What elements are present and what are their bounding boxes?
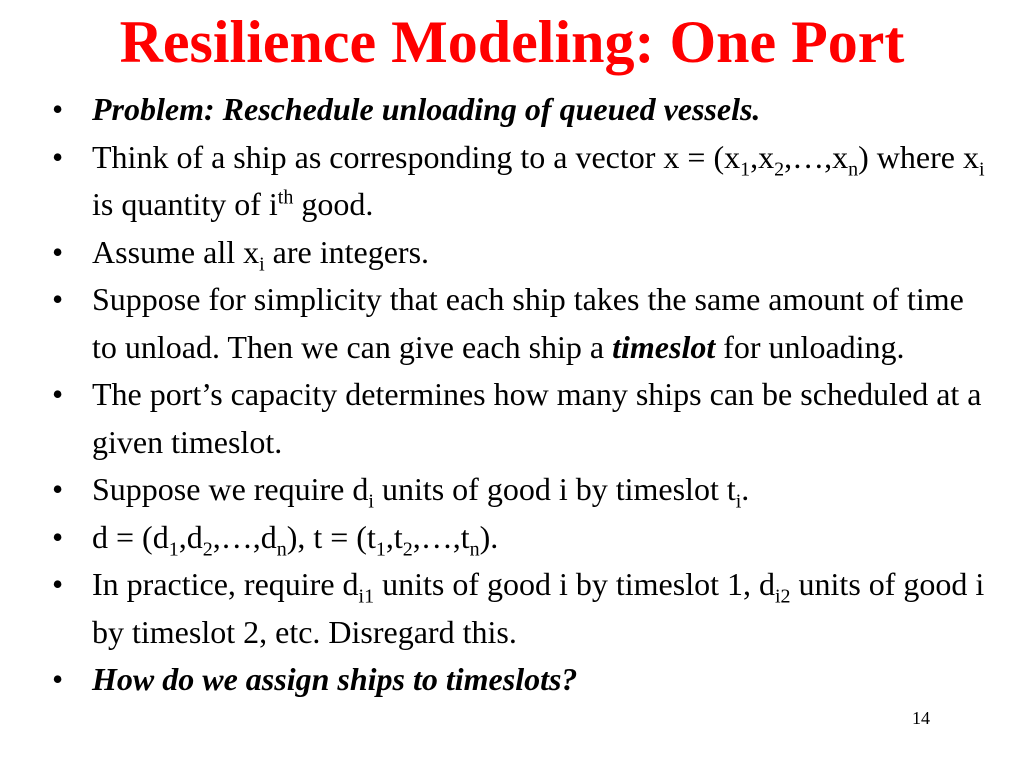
bullet-text-segment: i — [259, 252, 265, 275]
bullet-text-segment: i1 — [358, 585, 375, 608]
bullet-marker: • — [52, 471, 64, 507]
bullet-item — [52, 86, 992, 134]
bullet-text-segment: ,t — [385, 518, 403, 555]
bullet-text-segment: for unloading. — [715, 328, 905, 365]
bullet-text-segment: th — [277, 186, 294, 209]
bullet-text-segment: ), t = (t — [286, 518, 376, 555]
bullet-marker: • — [52, 566, 64, 602]
bullet-marker: • — [52, 233, 64, 270]
bullet-item — [52, 514, 992, 562]
bullet-item — [52, 134, 992, 229]
bullet-text-segment: ) where x — [858, 138, 979, 175]
bullet-text-segment: ,…,d — [212, 518, 277, 555]
bullet-text-segment: i — [978, 157, 985, 180]
bullet-list — [52, 86, 992, 704]
bullet-text-segment: Problem: Reschedule unloading of queued vessels. — [92, 91, 761, 127]
bullet-item — [52, 229, 992, 277]
bullet-text-segment: units of good i by timeslot 2, etc. Disregard this. — [92, 566, 985, 650]
bullet-text-segment: i2 — [774, 585, 791, 608]
bullet-text-segment: 2 — [402, 537, 413, 560]
bullet-marker: • — [52, 661, 64, 697]
slide-number: 14 — [912, 708, 930, 728]
bullet-marker: • — [52, 91, 64, 127]
bullet-text-segment: Assume all x — [92, 233, 260, 270]
bullet-text-segment: ,…,x — [784, 138, 849, 175]
bullet-text-segment: ). — [479, 518, 499, 555]
bullet-text-segment: 2 — [774, 157, 785, 180]
bullet-text-segment: 1 — [375, 537, 386, 560]
bullet-item — [52, 371, 992, 466]
bullet-text-segment: 2 — [202, 537, 213, 560]
bullet-text-segment: The port’s capacity determines how many ships can be scheduled at a given timeslot. — [92, 376, 982, 460]
bullet-text-segment: timeslot — [612, 328, 716, 365]
bullet-text-segment: are integers. — [264, 233, 430, 270]
bullet-text-segment: In practice, require d — [92, 566, 359, 602]
bullet-text-segment: ,…,t — [412, 518, 470, 555]
bullet-text-segment: ,d — [178, 518, 203, 555]
bullet-text-segment: units of good i by timeslot t — [373, 471, 736, 507]
bullet-text-segment: 1 — [740, 157, 751, 180]
bullet-text-segment: 1 — [168, 537, 179, 560]
bullet-marker: • — [52, 138, 64, 175]
bullet-text-segment: Suppose for simplicity that each ship takes the same amount of time to unload. Then we can give each ship a — [92, 281, 964, 365]
slide-title: Resilience Modeling: One Port — [119, 9, 905, 75]
bullet-text-segment: i — [735, 490, 742, 513]
bullet-text-segment: n — [276, 537, 287, 560]
bullet-item — [52, 466, 992, 514]
bullet-text-segment: i — [368, 490, 374, 513]
bullet-marker: • — [52, 518, 64, 555]
bullet-text-segment: n — [848, 157, 859, 180]
bullet-item — [52, 656, 992, 704]
bullet-text-segment: . — [741, 471, 750, 507]
bullet-text-segment: Suppose we require d — [92, 471, 369, 507]
bullet-text-segment: Think of a ship as corresponding to a vector x = (x — [92, 138, 741, 175]
bullet-text-segment: units of good i by timeslot 1, d — [374, 566, 775, 602]
bullet-item — [52, 561, 992, 656]
bullet-marker: • — [52, 281, 64, 317]
bullet-text-segment: How do we assign ships to timeslots? — [92, 661, 578, 697]
bullet-text-segment: ,x — [750, 138, 775, 175]
bullet-text-segment: d = (d — [92, 518, 169, 555]
bullet-text-segment: good. — [293, 186, 374, 222]
bullet-marker: • — [52, 376, 64, 412]
bullet-text-segment: n — [469, 537, 480, 560]
bullet-text-segment: is quantity of i — [92, 186, 278, 222]
bullet-item — [52, 276, 992, 371]
